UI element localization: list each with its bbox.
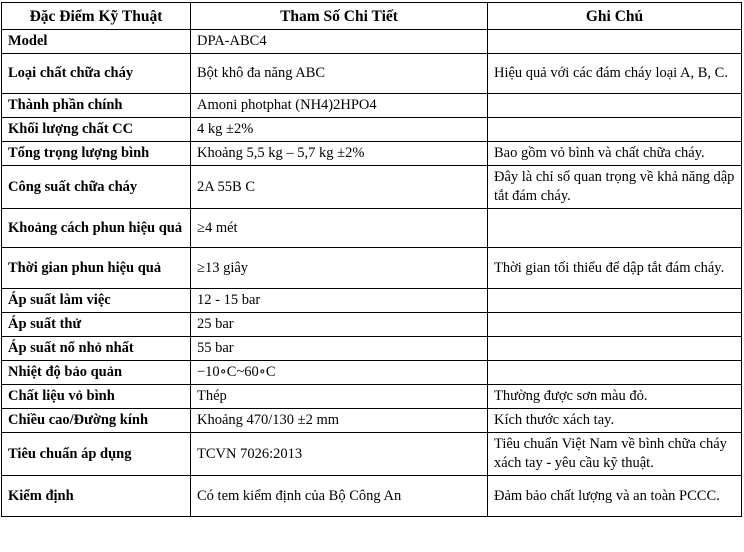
spec-feature-cell: Chiều cao/Đường kính: [2, 409, 191, 433]
table-row: [2, 476, 742, 517]
spec-note-cell: Đảm bảo chất lượng và an toàn PCCC.: [488, 476, 742, 517]
table-row: [2, 409, 742, 433]
spec-feature-cell: Loại chất chữa cháy: [2, 54, 191, 94]
spec-feature-cell: Áp suất làm việc: [2, 289, 191, 313]
spec-feature-cell: Công suất chữa cháy: [2, 166, 191, 209]
spec-value-cell: Bột khô đa năng ABC: [191, 54, 488, 94]
spec-value-cell: DPA-ABC4: [191, 30, 488, 54]
spec-value-cell: Khoảng 470/130 ±2 mm: [191, 409, 488, 433]
header-value: Tham Số Chi Tiết: [191, 3, 488, 30]
spec-value-cell: ≥13 giây: [191, 248, 488, 289]
table-row: [2, 118, 742, 142]
spec-feature-cell: Nhiệt độ bảo quản: [2, 361, 191, 385]
spec-value-cell: Có tem kiểm định của Bộ Công An: [191, 476, 488, 517]
spec-value-cell: 55 bar: [191, 337, 488, 361]
spec-value-cell: Khoảng 5,5 kg – 5,7 kg ±2%: [191, 142, 488, 166]
spec-feature-cell: Kiểm định: [2, 476, 191, 517]
spec-feature-cell: Tiêu chuẩn áp dụng: [2, 433, 191, 476]
spec-feature-cell: Tổng trọng lượng bình: [2, 142, 191, 166]
spec-feature-cell: Model: [2, 30, 191, 54]
table-row: [2, 54, 742, 94]
spec-note-cell: Tiêu chuẩn Việt Nam về bình chữa cháy xách tay - yêu cầu kỹ thuật.: [488, 433, 742, 476]
spec-value-cell: Thép: [191, 385, 488, 409]
table-header: [2, 3, 742, 30]
table-row: [2, 94, 742, 118]
spec-feature-cell: Chất liệu vỏ bình: [2, 385, 191, 409]
spec-note-cell: [488, 30, 742, 54]
spec-note-cell: [488, 361, 742, 385]
spec-value-cell: 12 - 15 bar: [191, 289, 488, 313]
header-row: [2, 3, 742, 30]
table-row: [2, 209, 742, 248]
table-row: [2, 289, 742, 313]
table-row: [2, 385, 742, 409]
table-row: [2, 248, 742, 289]
spec-note-cell: Đây là chỉ số quan trọng về khả năng dập tắt đám cháy.: [488, 166, 742, 209]
header-feature: Đặc Điểm Kỹ Thuật: [2, 3, 191, 30]
spec-value-cell: 4 kg ±2%: [191, 118, 488, 142]
header-note: Ghi Chú: [488, 3, 742, 30]
spec-note-cell: Kích thước xách tay.: [488, 409, 742, 433]
table-row: [2, 166, 742, 209]
spec-note-cell: Thời gian tối thiểu để dập tắt đám cháy.: [488, 248, 742, 289]
spec-note-cell: Hiệu quả với các đám cháy loại A, B, C.: [488, 54, 742, 94]
table-row: [2, 313, 742, 337]
spec-note-cell: [488, 337, 742, 361]
spec-note-cell: [488, 118, 742, 142]
table-row: [2, 433, 742, 476]
spec-value-cell: TCVN 7026:2013: [191, 433, 488, 476]
spec-feature-cell: Khoảng cách phun hiệu quả: [2, 209, 191, 248]
spec-value-cell: ≥4 mét: [191, 209, 488, 248]
spec-note-cell: Thường được sơn màu đỏ.: [488, 385, 742, 409]
spec-value-cell: 2A 55B C: [191, 166, 488, 209]
spec-feature-cell: Áp suất nổ nhỏ nhất: [2, 337, 191, 361]
spec-note-cell: [488, 289, 742, 313]
table-row: [2, 361, 742, 385]
spec-note-cell: [488, 313, 742, 337]
spec-feature-cell: Thời gian phun hiệu quả: [2, 248, 191, 289]
spec-note-cell: [488, 209, 742, 248]
table-row: [2, 142, 742, 166]
spec-value-cell: Amoni photphat (NH4)2HPO4: [191, 94, 488, 118]
spec-value-cell: −10∘C~60∘C: [191, 361, 488, 385]
spec-feature-cell: Áp suất thử: [2, 313, 191, 337]
table-row: [2, 30, 742, 54]
spec-table: [1, 2, 742, 517]
spec-feature-cell: Khối lượng chất CC: [2, 118, 191, 142]
spec-note-cell: [488, 94, 742, 118]
spec-note-cell: Bao gồm vỏ bình và chất chữa cháy.: [488, 142, 742, 166]
spec-value-cell: 25 bar: [191, 313, 488, 337]
spec-feature-cell: Thành phần chính: [2, 94, 191, 118]
table-body: [2, 30, 742, 517]
table-row: [2, 337, 742, 361]
